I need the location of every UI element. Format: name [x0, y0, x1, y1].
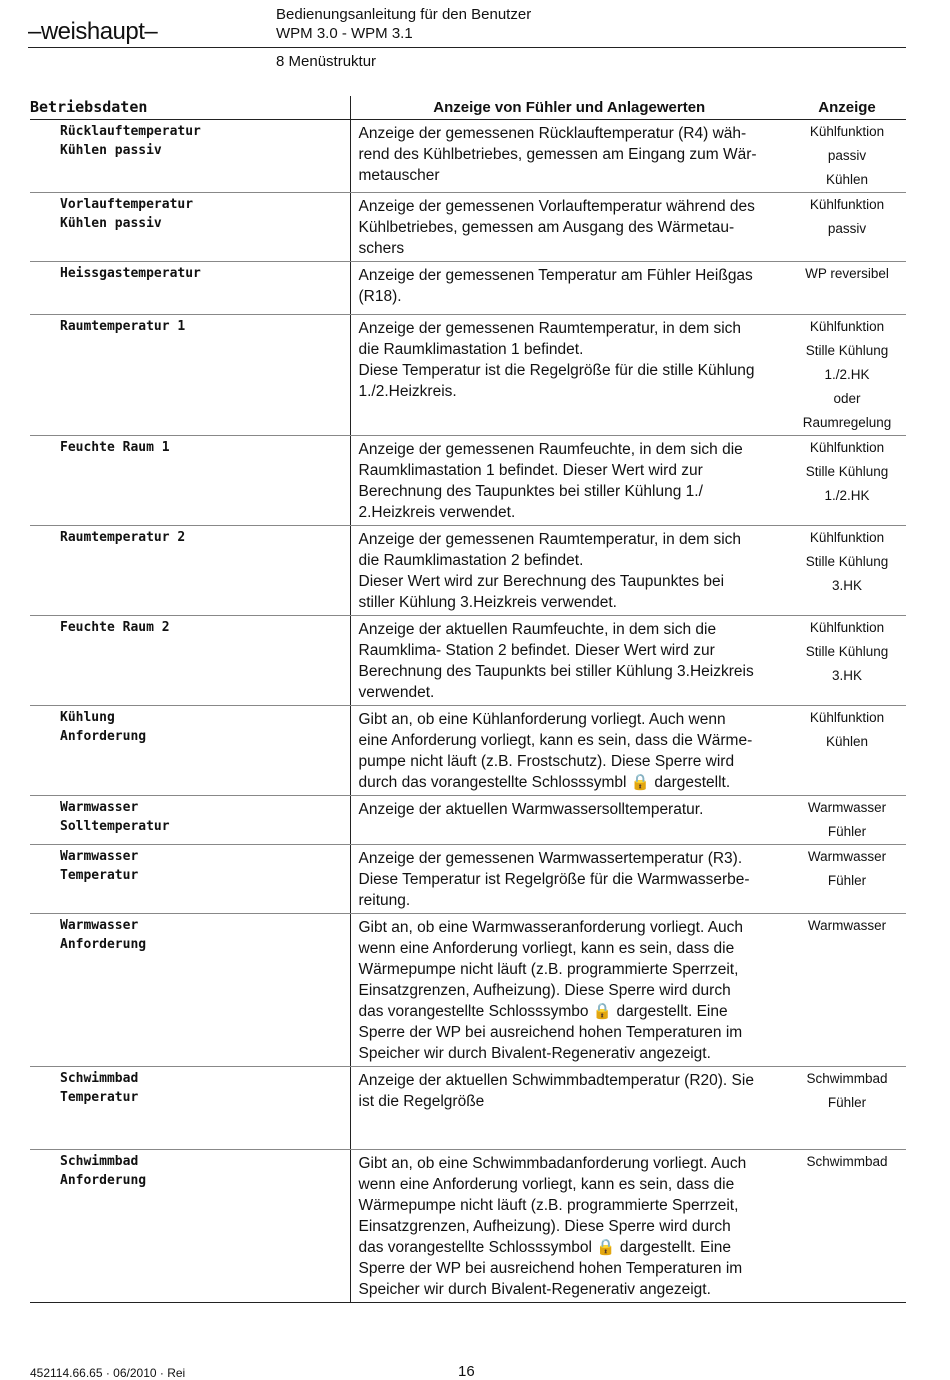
header-divider: [28, 47, 906, 48]
menu-item-name: Warmwasser Anforderung: [30, 914, 350, 1067]
menu-item-display: Kühlfunktion Stille Kühlung 3.HK: [788, 526, 906, 616]
table-row: [30, 914, 906, 1067]
menu-item-display: Kühlfunktion Stille Kühlung 3.HK: [788, 616, 906, 706]
table-row: [30, 1150, 906, 1303]
menu-item-display: Schwimmbad Fühler: [788, 1067, 906, 1150]
page-number: 16: [458, 1363, 475, 1380]
menu-item-display: Kühlfunktion passiv Kühlen: [788, 120, 906, 193]
menu-item-description: Gibt an, ob eine Kühlanforderung vorliegt. Auch wenn eine Anforderung vorliegt, kann es sein, dass die Wärme- pumpe nicht läuft (z.B. Frostschutz). Diese Sperre wird durch das vorangestellte Schlosssymbl 🔒 dargestellt.: [350, 706, 788, 796]
table-row: [30, 706, 906, 796]
table-row: [30, 845, 906, 914]
menu-item-name: Vorlauftemperatur Kühlen passiv: [30, 193, 350, 262]
table-header-row: [30, 96, 906, 120]
operating-data-table: [30, 96, 906, 1303]
menu-item-name: Rücklauftemperatur Kühlen passiv: [30, 120, 350, 193]
menu-item-description: Anzeige der aktuellen Raumfeuchte, in dem sich die Raumklima- Station 2 befindet. Dieser Wert wird zur Berechnung des Taupunkts bei stiller Kühlung 3.Heizkreis verwendet.: [350, 616, 788, 706]
menu-item-display: Kühlfunktion Kühlen: [788, 706, 906, 796]
menu-item-description: Anzeige der gemessenen Raumfeuchte, in dem sich die Raumklimastation 1 befindet. Dieser Wert wird zur Berechnung des Taupunktes bei stiller Kühlung 1./ 2.Heizkreis verwendet.: [350, 436, 788, 526]
table-row: [30, 120, 906, 193]
manual-title: Bedienungsanleitung für den Benutzer: [276, 6, 532, 23]
menu-item-description: Anzeige der gemessenen Warmwassertemperatur (R3). Diese Temperatur ist Regelgröße für die Warmwasserbe- reitung.: [350, 845, 788, 914]
menu-item-display: Warmwasser Fühler: [788, 845, 906, 914]
menu-item-name: Raumtemperatur 2: [30, 526, 350, 616]
menu-item-display: Kühlfunktion Stille Kühlung 1./2.HK: [788, 436, 906, 526]
document-id: 452114.66.65 · 06/2010 · Rei: [30, 1366, 186, 1380]
menu-item-description: Anzeige der gemessenen Raumtemperatur, in dem sich die Raumklimastation 1 befindet. Diese Temperatur ist die Regelgröße für die stille Kühlung 1./2.Heizkreis.: [350, 315, 788, 436]
menu-item-name: Raumtemperatur 1: [30, 315, 350, 436]
table-row: [30, 193, 906, 262]
menu-item-description: Gibt an, ob eine Schwimmbadanforderung vorliegt. Auch wenn eine Anforderung vorliegt, kann es sein, dass die Wärmepumpe nicht läuft (z.B. programmierte Sperrzeit, Einsatzgrenzen, Aufheizung). Diese Sperre wird durch das vorangestellte Schlosssymbol 🔒 dargestellt. Eine Sperre der WP bei ausreichend hohen Temperaturen im Speicher wir durch Bivalent-Regenerativ angezeigt.: [350, 1150, 788, 1303]
table-row: [30, 262, 906, 315]
menu-item-name: Feuchte Raum 1: [30, 436, 350, 526]
menu-item-display: Warmwasser: [788, 914, 906, 1067]
menu-item-description: Anzeige der gemessenen Vorlauftemperatur während des Kühlbetriebes, gemessen am Ausgang des Wärmetau- schers: [350, 193, 788, 262]
table-row: [30, 526, 906, 616]
menu-item-name: Warmwasser Temperatur: [30, 845, 350, 914]
column-header-operating-data: Betriebsdaten: [30, 96, 350, 120]
menu-item-description: Anzeige der gemessenen Raumtemperatur, in dem sich die Raumklimastation 2 befindet. Dieser Wert wird zur Berechnung des Taupunktes bei stiller Kühlung 3.Heizkreis verwendet.: [350, 526, 788, 616]
table-row: [30, 616, 906, 706]
menu-item-description: Anzeige der aktuellen Warmwassersolltemperatur.: [350, 796, 788, 845]
brand-logo: –weishaupt–: [28, 18, 158, 45]
menu-item-name: Schwimmbad Temperatur: [30, 1067, 350, 1150]
menu-item-name: Kühlung Anforderung: [30, 706, 350, 796]
table-row: [30, 436, 906, 526]
menu-item-name: Schwimmbad Anforderung: [30, 1150, 350, 1303]
table-row: [30, 1067, 906, 1150]
menu-item-display: Schwimmbad: [788, 1150, 906, 1303]
model-title: WPM 3.0 - WPM 3.1: [276, 25, 413, 42]
menu-item-description: Anzeige der aktuellen Schwimmbadtemperatur (R20). Sie ist die Regelgröße: [350, 1067, 788, 1150]
table-row: [30, 315, 906, 436]
menu-item-display: Kühlfunktion passiv: [788, 193, 906, 262]
menu-item-display: Warmwasser Fühler: [788, 796, 906, 845]
menu-item-display: WP reversibel: [788, 262, 906, 315]
column-header-description: Anzeige von Fühler und Anlagewerten: [350, 96, 788, 120]
menu-item-display: Kühlfunktion Stille Kühlung 1./2.HK oder Raumregelung: [788, 315, 906, 436]
menu-item-description: Anzeige der gemessenen Temperatur am Fühler Heißgas (R18).: [350, 262, 788, 315]
menu-item-description: Anzeige der gemessenen Rücklauftemperatur (R4) wäh- rend des Kühlbetriebes, gemessen am Eingang zum Wär- metauscher: [350, 120, 788, 193]
menu-item-name: Heissgastemperatur: [30, 262, 350, 315]
table-row: [30, 796, 906, 845]
menu-item-name: Feuchte Raum 2: [30, 616, 350, 706]
menu-item-name: Warmwasser Solltemperatur: [30, 796, 350, 845]
column-header-display: Anzeige: [788, 96, 906, 120]
chapter-title: 8 Menüstruktur: [276, 53, 377, 70]
menu-item-description: Gibt an, ob eine Warmwasseranforderung vorliegt. Auch wenn eine Anforderung vorliegt, kann es sein, dass die Wärmepumpe nicht läuft (z.B. programmierte Sperrzeit, Einsatzgrenzen, Aufheizung). Diese Sperre wird durch das vorangestellte Schlosssymbo 🔒 dargestellt. Eine Sperre der WP bei ausreichend hohen Temperaturen im Speicher wir durch Bivalent-Regenerativ angezeigt.: [350, 914, 788, 1067]
